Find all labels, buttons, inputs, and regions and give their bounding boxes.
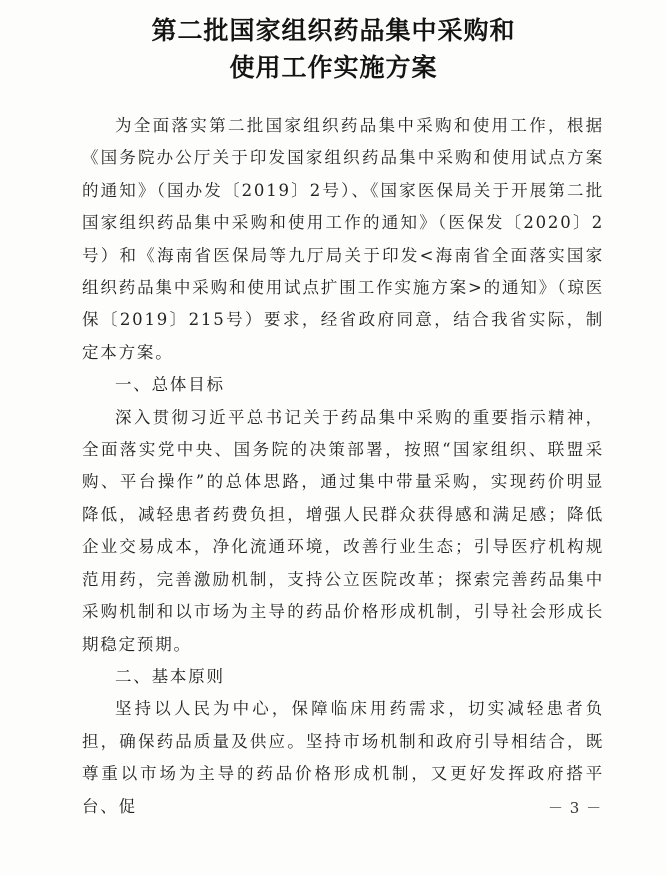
section-2-paragraph: 坚持以人民为中心，保障临床用药需求，切实减轻患者负担，确保药品质量及供应。坚持市场机制和政府引导相结合，既尊重以市场为主导的药品价格形成机制，又更好发挥政府搭平台、促 xyxy=(82,699,604,816)
section-1-heading: 一、总体目标 xyxy=(115,375,225,395)
document-title-line-2: 使用工作实施方案 xyxy=(229,53,438,82)
document-body xyxy=(82,110,604,823)
section-2-heading: 二、基本原则 xyxy=(115,666,225,686)
intro-paragraph: 为全面落实第二批国家组织药品集中采购和使用工作，根据《国务院办公厅关于印发国家组织药品集中采购和使用试点方案的通知》（国办发〔2019〕2号）、《国家医保局关于开展第二批国家组织药品集中采购和使用工作的通知》（医保发〔2020〕2号）和《海南省医保局等九厅局关于印发<海南省全面落实国家组织药品集中采购和使用试点扩围工作实施方案>的通知》（琼医保〔2019〕215号）要求，经省政府同意，结合我省实际，制定本方案。 xyxy=(82,116,604,362)
document-title-line-1: 第二批国家组织药品集中采购和 xyxy=(151,16,516,45)
page-number: － 3 － xyxy=(548,799,603,817)
section-1-paragraph: 深入贯彻习近平总书记关于药品集中采购的重要指示精神，全面落实党中央、国务院的决策部署，按照“国家组织、联盟采购、平台操作”的总体思路，通过集中带量采购，实现药价明显降低，减轻患者药费负担，增强人民群众获得感和满足感；降低企业交易成本，净化流通环境，改善行业生态；引导医疗机构规范用药，完善激励机制，支持公立医院改革；探索完善药品集中采购机制和以市场为主导的药品价格形成机制，引导社会形成长期稳定预期。 xyxy=(82,407,604,654)
